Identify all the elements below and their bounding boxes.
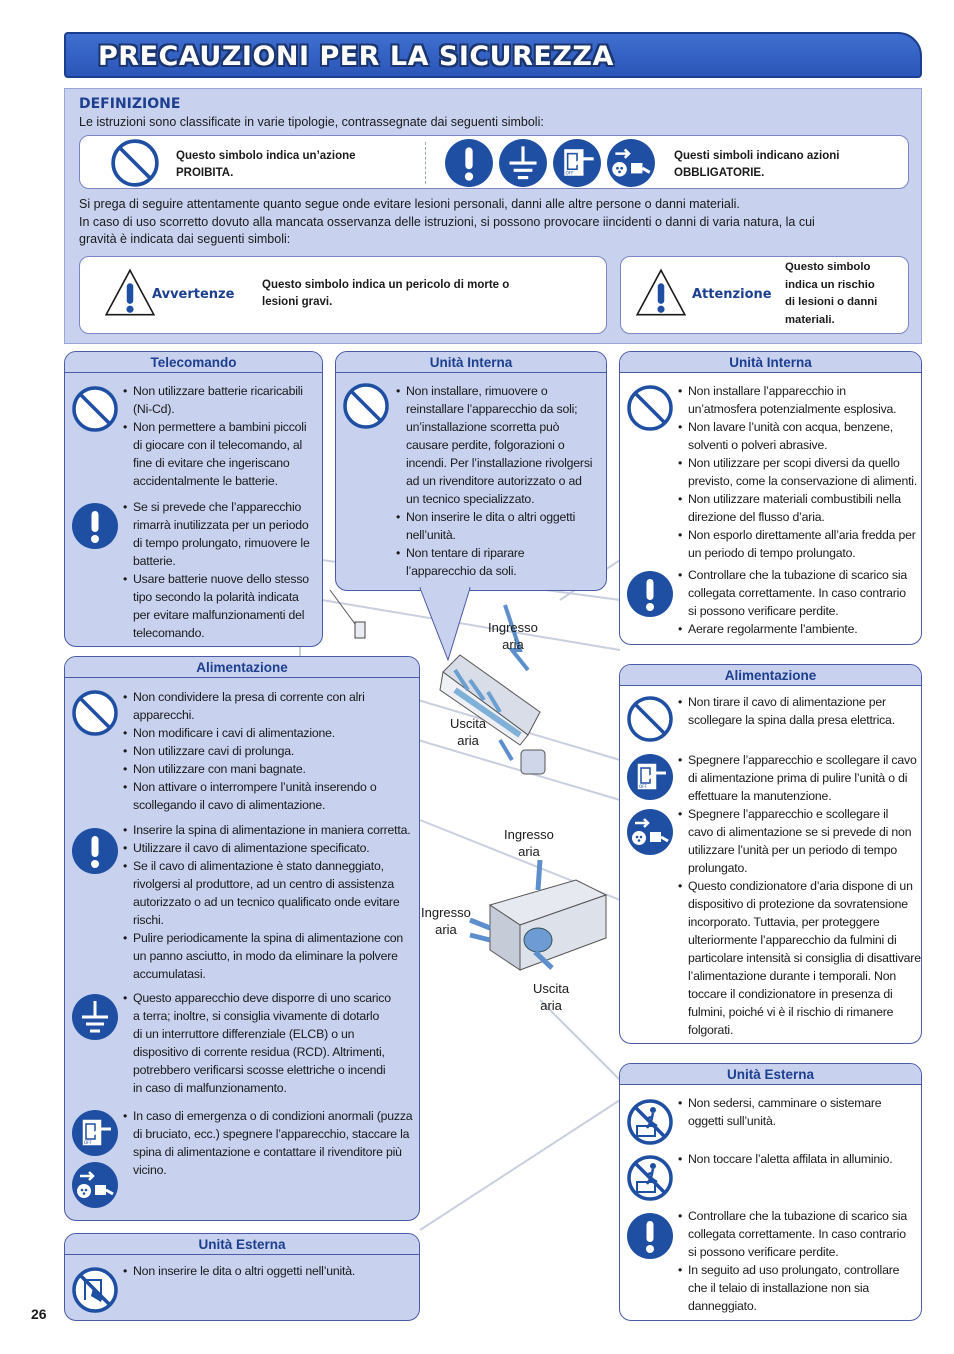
list-item: • Non installare l’apparecchio in un’atmosfera potenzialmente esplosiva. [678,382,917,418]
power-1-emergency-list [123,1107,412,1179]
list-item: • Non utilizzare materiali combustibili nella direzione del flusso d’aria. [678,490,917,526]
mandatory-description: Questi simboli indicano azioni OBBLIGATORIE. [674,150,840,179]
prohibited-icon [71,385,119,433]
outdoor-2-no-sit-list [678,1094,881,1130]
indoor-1-prohibited-list [396,382,592,580]
list-item: • Controllare che la tubazione di scarico sia collegata correttamente. In caso contrario si possono verificare perdite. [678,1207,907,1261]
indoor-2-mandatory-list [678,566,907,638]
list-item: • In caso di emergenza o di condizioni anormali (puzza di bruciato, ecc.) spegnere l’apparecchio, staccare la spina di alimentazione e contattare il rivenditore più vicino. [123,1107,412,1179]
list-item: • Questo condizionatore d’aria dispone di un dispositivo di protezione da sovratensione incorporato. Tuttavia, per proteggere ulteriormente l’apparecchio da fulmini di particolare intensità si consiglia di disattivare l’alimentazione durante i temporali. Non toccare il condizionatore in presenza di fulmini, poiché vi è il rischio di rimanere folgorati. [678,877,921,1039]
remote-control-title: Telecomando [65,352,322,373]
earth-icon [71,993,119,1041]
no-sit-icon [626,1098,674,1146]
list-item: • Aerare regolarmente l’ambiente. [678,620,907,638]
list-item: • Non inserire le dita o altri oggetti nell’unità. [396,508,592,544]
list-item: • Questo apparecchio deve disporre di uno scarico a terra; inoltre, si consiglia vivamente di dotarlo di un interruttore differenziale (ELCB) o un dispositivo di corrente residua (RCD). Altrimenti, potrebbero verificarsi scosse elettriche o incendi in caso di malfunzionamento. [123,989,391,1097]
list-item: • Non condividere la presa di corrente con alri apparecchi. [123,688,377,724]
list-item: • Spegnere l’apparecchio e scollegare il cavo di alimentazione prima di pulire l’unità o di effettuare la manutenzione. [678,751,921,805]
unplug-icon [71,1161,119,1209]
outdoor-air-inlet-top-label: Ingresso aria [504,827,554,859]
list-item: • Non toccare l’aletta affilata in alluminio. [678,1150,892,1168]
warning-description: Questo simbolo indica un pericolo di morte o lesioni gravi. [262,279,510,308]
switch-off-icon [71,1109,119,1157]
list-item: • Non attivare o interrompere l’unità inserendo o scollegando il cavo di alimentazione. [123,778,377,814]
list-item: • Non tirare il cavo di alimentazione per scollegare la spina dalla presa elettrica. [678,693,895,729]
switch-off-icon [626,753,674,801]
list-item: • Non inserire le dita o altri oggetti nell’unità. [123,1262,355,1280]
outdoor-unit-title-1: Unità Esterna [65,1234,419,1255]
remote-pointer [330,590,358,628]
page-number: 26 [31,1306,47,1322]
list-item: • Non esporlo direttamente all’aria fredda per un periodo di tempo prolungato. [678,526,917,562]
prohibited-icon [342,382,390,430]
definition-paragraph: Si prega di seguire attentamente quanto segue onde evitare lesioni personali, danni alle altre persone o danni materiali. In caso di uso scorretto dovuto alla mancata osservanza delle istruzioni, si possono provocare iincidenti o danni di varia natura, la cui gravità è indicata dai seguenti simboli: [79,197,815,246]
list-item: • Utilizzare il cavo di alimentazione specificato. [123,839,410,857]
list-item: • Non utilizzare per scopi diversi da quello previsto, come la conservazione di alimenti. [678,454,917,490]
unplug-icon [626,808,674,856]
list-item: • Non utilizzare batterie ricaricabili (Ni-Cd). [123,382,306,418]
caution-description: Questo simbolo indica un rischio di lesioni o danni materiali. [785,261,878,326]
mandatory-icon [71,502,119,550]
list-item: • Non permettere a bambini piccoli di giocare con il telecomando, al fine di evitare che ingeriscano accidentalmente le batterie. [123,418,306,490]
outdoor-1-list [123,1262,355,1280]
warning-label: Avvertenze [152,287,235,302]
list-item: • Non tentare di riparare l’apparecchio da soli. [396,544,592,580]
power-supply-title-1: Alimentazione [65,657,419,678]
indoor-air-inlet-label: Ingresso aria [488,620,538,652]
prohibited-icon [71,689,119,737]
no-touch-icon [626,1154,674,1202]
list-item: • Spegnere l’apparecchio e scollegare il cavo di alimentazione se si prevede di non utilizzare l’unità per un periodo di tempo prolungato. [678,805,921,877]
indoor-unit-box-2 [619,351,922,645]
list-item: • Non modificare i cavi di alimentazione. [123,724,377,742]
list-item: • Non lavare l’unità con acqua, benzene, solventi o polveri abrasive. [678,418,917,454]
mandatory-icon [626,1212,674,1260]
caution-label: Attenzione [692,287,772,302]
list-item: • Se si prevede che l’apparecchio rimarrà inutilizzata per un periodo di tempo prolungato, rimuovere le batterie. [123,498,310,570]
outdoor-unit-box-1 [64,1233,420,1321]
list-item: • In seguito ad uso prolungato, controllare che il telaio di installazione non sia danneggiato. [678,1261,907,1315]
definition-heading: DEFINIZIONE [79,96,181,112]
list-item: • Controllare che la tubazione di scarico sia collegata correttamente. In caso contrario si possono verificare perdite. [678,566,907,620]
prohibited-icon [626,384,674,432]
list-item: • Non utilizzare cavi di prolunga. [123,742,377,760]
power-1-earth-list [123,989,391,1097]
wall-switch-drawing [521,750,545,774]
list-item: • Non installare, rimuovere o reinstallare l’apparecchio da soli; un’installazione scorretta può causare perdite, folgorazioni o incendi. Per l’installazione rivolgersi ad un rivenditore autorizzato o ad un tecnico specializzato. [396,382,592,508]
indoor-air-outlet-label: Uscita aria [450,716,487,748]
outdoor-unit-title-2: Unità Esterna [620,1064,921,1085]
power-1-prohibited-list [123,688,377,814]
no-finger-icon [71,1266,119,1314]
power-2-prohibited-list [678,693,895,729]
indoor-2-prohibited-list [678,382,917,562]
list-item: • Usare batterie nuove dello stesso tipo secondo la polarità indicata per evitare malfunzionamenti del telecomando. [123,570,310,642]
prohibited-description: Questo simbolo indica un’azione PROIBITA. [176,150,356,179]
outdoor-2-no-touch-list [678,1150,892,1168]
list-item: • Se il cavo di alimentazione è stato danneggiato, rivolgersi al produttore, ad un centro di assistenza autorizzato o ad un tecnico qualificato onde evitare rischi. [123,857,410,929]
outdoor-air-outlet-label: Uscita aria [533,981,570,1013]
outdoor-unit-box-2 [619,1063,922,1321]
power-supply-title-2: Alimentazione [620,665,921,686]
list-item: • Non sedersi, camminare o sistemare oggetti sull’unità. [678,1094,881,1130]
power-2-mandatory-list [678,751,921,1039]
list-item: • Inserire la spina di alimentazione in maniera corretta. [123,821,410,839]
definition-intro: Le istruzioni sono classificate in varie tipologie, contrassegnate dai seguenti simboli: [79,115,544,129]
prohibited-icon [626,695,674,743]
power-supply-box-1 [64,656,420,1221]
indoor-unit-box-1 [335,351,607,591]
remote-control-box [64,351,323,647]
list-item: • Pulire periodicamente la spina di alimentazione con un panno asciutto, in modo da eliminare la polvere accumulatasi. [123,929,410,983]
outdoor-air-inlet-left-label: Ingresso aria [421,905,471,937]
page-title: PRECAUZIONI PER LA SICUREZZA [98,41,614,72]
remote-prohibited-list [123,382,306,490]
mandatory-icon [71,827,119,875]
power-supply-box-2 [619,664,922,1044]
indoor-unit-title-2: Unità Interna [620,352,921,373]
list-item: • Non utilizzare con mani bagnate. [123,760,377,778]
power-1-mandatory-list [123,821,410,983]
remote-mandatory-list [123,498,310,642]
outdoor-2-mandatory-list [678,1207,907,1315]
mandatory-icon [626,570,674,618]
remote-control-drawing [355,622,365,638]
outdoor-unit-drawing [470,860,606,970]
indoor-unit-title-1: Unità Interna [336,352,606,373]
